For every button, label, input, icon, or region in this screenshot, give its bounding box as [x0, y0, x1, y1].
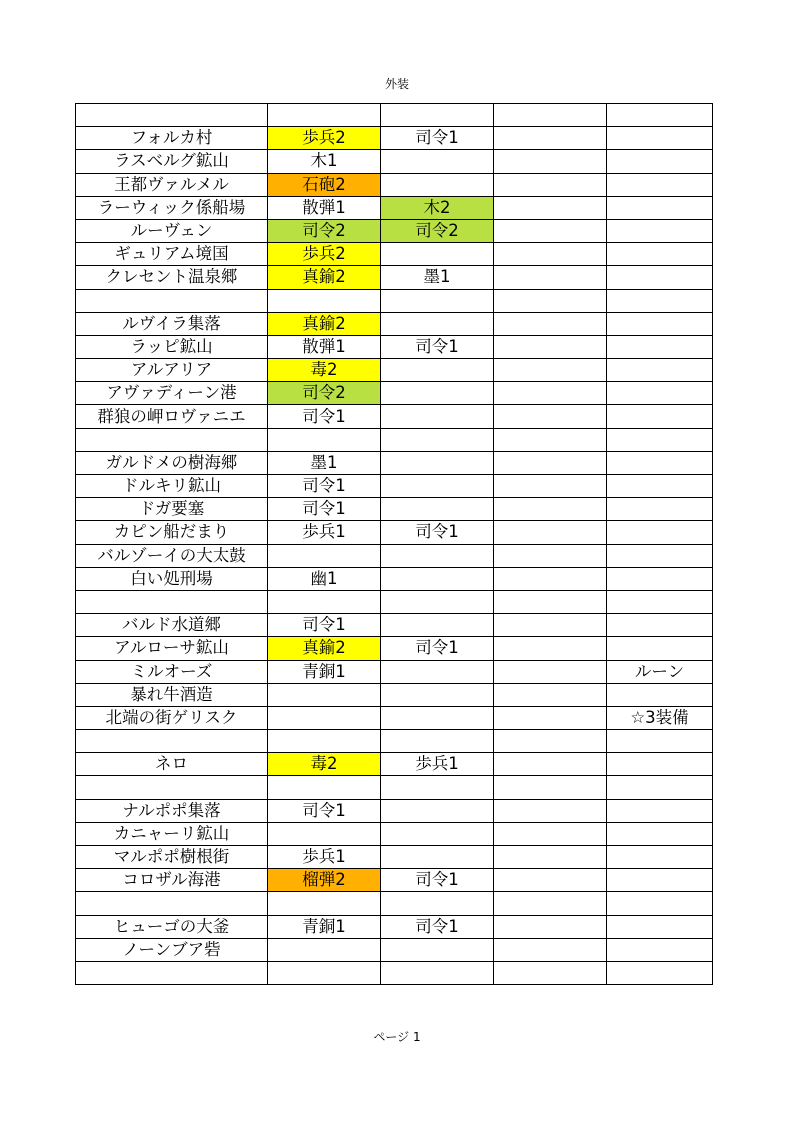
material-cell-3	[494, 498, 607, 521]
material-cell-1: 司令2	[268, 382, 381, 405]
table-row	[76, 938, 713, 961]
location-cell: ノーンブア砦	[76, 938, 268, 961]
material-cell-1	[268, 289, 381, 312]
material-cell-2: 司令1	[381, 637, 494, 660]
location-cell: ルーヴェン	[76, 219, 268, 242]
table-row	[76, 637, 713, 660]
material-cell-3	[494, 150, 607, 173]
table-row	[76, 475, 713, 498]
table-row	[76, 104, 713, 127]
location-cell: ドルキリ鉱山	[76, 475, 268, 498]
material-cell-2	[381, 730, 494, 753]
material-cell-1: 真鍮2	[268, 312, 381, 335]
material-cell-2	[381, 498, 494, 521]
table-row	[76, 892, 713, 915]
material-cell-2	[381, 405, 494, 428]
material-cell-2	[381, 544, 494, 567]
table-row	[76, 799, 713, 822]
location-cell: バルド水道郷	[76, 614, 268, 637]
material-cell-1: 青銅1	[268, 660, 381, 683]
note-cell	[607, 961, 713, 984]
note-cell	[607, 799, 713, 822]
material-cell-3	[494, 822, 607, 845]
material-cell-1: 石砲2	[268, 173, 381, 196]
location-cell: コロザル海港	[76, 869, 268, 892]
material-cell-3	[494, 382, 607, 405]
note-cell	[607, 451, 713, 474]
location-cell: ガルドメの樹海郷	[76, 451, 268, 474]
note-cell	[607, 243, 713, 266]
material-cell-2	[381, 614, 494, 637]
location-cell: 群狼の岬ロヴァニエ	[76, 405, 268, 428]
material-cell-1: 歩兵2	[268, 243, 381, 266]
material-cell-3	[494, 475, 607, 498]
table-row	[76, 428, 713, 451]
material-cell-3	[494, 219, 607, 242]
note-cell	[607, 173, 713, 196]
note-cell	[607, 405, 713, 428]
table-row	[76, 498, 713, 521]
table-row	[76, 359, 713, 382]
table-row	[76, 776, 713, 799]
material-cell-2	[381, 173, 494, 196]
material-cell-2: 司令2	[381, 219, 494, 242]
material-cell-2	[381, 799, 494, 822]
table-row	[76, 590, 713, 613]
location-cell	[76, 776, 268, 799]
table-row	[76, 846, 713, 869]
material-cell-2: 木2	[381, 196, 494, 219]
material-cell-3	[494, 938, 607, 961]
material-cell-3	[494, 289, 607, 312]
table-row	[76, 614, 713, 637]
material-cell-3	[494, 614, 607, 637]
material-cell-1: 司令1	[268, 475, 381, 498]
material-cell-1: 毒2	[268, 359, 381, 382]
material-cell-3	[494, 637, 607, 660]
table-row	[76, 753, 713, 776]
note-cell	[607, 892, 713, 915]
material-cell-1	[268, 590, 381, 613]
material-cell-3	[494, 730, 607, 753]
note-cell	[607, 196, 713, 219]
location-cell: カピン船だまり	[76, 521, 268, 544]
note-cell	[607, 567, 713, 590]
material-cell-2	[381, 706, 494, 729]
table-row	[76, 683, 713, 706]
note-cell	[607, 498, 713, 521]
material-cell-2: 司令1	[381, 335, 494, 358]
table-row	[76, 706, 713, 729]
material-cell-3	[494, 776, 607, 799]
material-cell-3	[494, 173, 607, 196]
material-cell-3	[494, 544, 607, 567]
material-cell-2	[381, 822, 494, 845]
location-cell: フォルカ村	[76, 127, 268, 150]
material-cell-3	[494, 706, 607, 729]
material-cell-3	[494, 428, 607, 451]
material-cell-3	[494, 359, 607, 382]
material-cell-3	[494, 869, 607, 892]
material-cell-1	[268, 683, 381, 706]
location-cell: ラスベルグ鉱山	[76, 150, 268, 173]
note-cell	[607, 104, 713, 127]
material-cell-2	[381, 590, 494, 613]
material-cell-2	[381, 104, 494, 127]
material-cell-3	[494, 243, 607, 266]
note-cell	[607, 730, 713, 753]
location-cell: アヴァディーン港	[76, 382, 268, 405]
table-row	[76, 405, 713, 428]
note-cell	[607, 753, 713, 776]
spreadsheet-body	[76, 104, 713, 985]
material-cell-1: 司令2	[268, 219, 381, 242]
material-cell-2	[381, 938, 494, 961]
material-cell-2	[381, 567, 494, 590]
material-cell-2	[381, 846, 494, 869]
material-cell-3	[494, 127, 607, 150]
location-cell	[76, 428, 268, 451]
location-cell	[76, 104, 268, 127]
note-cell	[607, 289, 713, 312]
material-cell-2	[381, 660, 494, 683]
table-row	[76, 521, 713, 544]
material-cell-2	[381, 289, 494, 312]
location-cell: クレセント温泉郷	[76, 266, 268, 289]
note-cell	[607, 683, 713, 706]
note-cell	[607, 219, 713, 242]
material-cell-1: 青銅1	[268, 915, 381, 938]
table-row	[76, 544, 713, 567]
material-cell-2	[381, 683, 494, 706]
material-cell-3	[494, 915, 607, 938]
material-cell-3	[494, 892, 607, 915]
material-cell-2: 歩兵1	[381, 753, 494, 776]
note-cell: ☆3装備	[607, 706, 713, 729]
location-cell: ギュリアム境国	[76, 243, 268, 266]
material-cell-1: 司令1	[268, 498, 381, 521]
material-cell-3	[494, 683, 607, 706]
material-cell-1: 歩兵2	[268, 127, 381, 150]
location-cell: マルポポ樹根街	[76, 846, 268, 869]
material-cell-1	[268, 938, 381, 961]
material-cell-2	[381, 312, 494, 335]
table-row	[76, 869, 713, 892]
note-cell	[607, 127, 713, 150]
note-cell	[607, 150, 713, 173]
material-cell-3	[494, 312, 607, 335]
material-cell-1: 司令1	[268, 614, 381, 637]
material-cell-2	[381, 451, 494, 474]
material-cell-3	[494, 196, 607, 219]
note-cell	[607, 312, 713, 335]
material-cell-3	[494, 961, 607, 984]
location-cell: ミルオーズ	[76, 660, 268, 683]
table-row	[76, 289, 713, 312]
material-cell-2	[381, 776, 494, 799]
location-cell	[76, 590, 268, 613]
material-cell-3	[494, 405, 607, 428]
material-cell-1	[268, 544, 381, 567]
material-cell-1: 真鍮2	[268, 266, 381, 289]
material-cell-2	[381, 475, 494, 498]
material-cell-1: 真鍮2	[268, 637, 381, 660]
note-cell	[607, 544, 713, 567]
table-row	[76, 150, 713, 173]
material-cell-3	[494, 266, 607, 289]
material-cell-3	[494, 521, 607, 544]
material-cell-3	[494, 846, 607, 869]
material-cell-2: 司令1	[381, 127, 494, 150]
note-cell	[607, 359, 713, 382]
location-cell: バルゾーイの大太鼓	[76, 544, 268, 567]
material-cell-3	[494, 335, 607, 358]
material-cell-1: 歩兵1	[268, 846, 381, 869]
material-cell-1	[268, 730, 381, 753]
material-cell-1: 散弾1	[268, 196, 381, 219]
location-cell	[76, 961, 268, 984]
material-cell-2	[381, 382, 494, 405]
location-cell: 北端の街ゲリスク	[76, 706, 268, 729]
note-cell	[607, 521, 713, 544]
table-row	[76, 173, 713, 196]
material-cell-2	[381, 243, 494, 266]
note-cell	[607, 614, 713, 637]
note-cell	[607, 382, 713, 405]
note-cell	[607, 335, 713, 358]
material-cell-2: 司令1	[381, 521, 494, 544]
note-cell	[607, 846, 713, 869]
material-cell-3	[494, 660, 607, 683]
note-cell	[607, 475, 713, 498]
material-cell-2	[381, 961, 494, 984]
note-cell	[607, 637, 713, 660]
material-cell-3	[494, 451, 607, 474]
material-cell-1: 榴弾2	[268, 869, 381, 892]
note-cell	[607, 938, 713, 961]
material-cell-1	[268, 892, 381, 915]
table-row	[76, 312, 713, 335]
material-cell-1: 幽1	[268, 567, 381, 590]
table-row	[76, 822, 713, 845]
material-cell-2	[381, 892, 494, 915]
material-cell-1: 木1	[268, 150, 381, 173]
material-cell-3	[494, 590, 607, 613]
table-row	[76, 961, 713, 984]
location-cell: アルアリア	[76, 359, 268, 382]
material-cell-2: 司令1	[381, 869, 494, 892]
material-cell-2	[381, 150, 494, 173]
location-cell	[76, 892, 268, 915]
table-row	[76, 335, 713, 358]
location-cell: 王都ヴァルメル	[76, 173, 268, 196]
material-cell-1: 毒2	[268, 753, 381, 776]
table-row	[76, 266, 713, 289]
material-cell-1	[268, 776, 381, 799]
material-cell-1: 司令1	[268, 799, 381, 822]
location-cell: 暴れ牛酒造	[76, 683, 268, 706]
table-row	[76, 660, 713, 683]
material-cell-2	[381, 428, 494, 451]
location-cell	[76, 289, 268, 312]
material-cell-1: 墨1	[268, 451, 381, 474]
material-cell-3	[494, 753, 607, 776]
table-row	[76, 127, 713, 150]
page-footer: ページ 1	[373, 1030, 421, 1044]
material-cell-1	[268, 104, 381, 127]
location-cell: アルローサ鉱山	[76, 637, 268, 660]
material-cell-3	[494, 799, 607, 822]
table-row	[76, 730, 713, 753]
location-cell: ラッピ鉱山	[76, 335, 268, 358]
material-cell-2: 墨1	[381, 266, 494, 289]
material-cell-1: 散弾1	[268, 335, 381, 358]
note-cell	[607, 590, 713, 613]
note-cell	[607, 915, 713, 938]
table-row	[76, 451, 713, 474]
location-cell: 白い処刑場	[76, 567, 268, 590]
location-cell: ヒューゴの大釜	[76, 915, 268, 938]
table-row	[76, 567, 713, 590]
location-cell: カニャーリ鉱山	[76, 822, 268, 845]
material-cell-1	[268, 822, 381, 845]
table-row	[76, 219, 713, 242]
material-cell-1: 司令1	[268, 405, 381, 428]
note-cell	[607, 822, 713, 845]
table-row	[76, 382, 713, 405]
table-row	[76, 915, 713, 938]
material-cell-2: 司令1	[381, 915, 494, 938]
note-cell: ルーン	[607, 660, 713, 683]
page-header: 外装	[384, 77, 409, 91]
material-cell-2	[381, 359, 494, 382]
note-cell	[607, 266, 713, 289]
note-cell	[607, 776, 713, 799]
material-cell-1	[268, 961, 381, 984]
location-cell: ナルポポ集落	[76, 799, 268, 822]
location-cell	[76, 730, 268, 753]
material-cell-3	[494, 567, 607, 590]
spreadsheet-table	[75, 103, 713, 985]
material-cell-1	[268, 428, 381, 451]
note-cell	[607, 428, 713, 451]
material-cell-1: 歩兵1	[268, 521, 381, 544]
material-cell-3	[494, 104, 607, 127]
location-cell: ネロ	[76, 753, 268, 776]
table-row	[76, 243, 713, 266]
table-row	[76, 196, 713, 219]
location-cell: ルヴイラ集落	[76, 312, 268, 335]
note-cell	[607, 869, 713, 892]
location-cell: ドガ要塞	[76, 498, 268, 521]
location-cell: ラーウィック係船場	[76, 196, 268, 219]
material-cell-1	[268, 706, 381, 729]
